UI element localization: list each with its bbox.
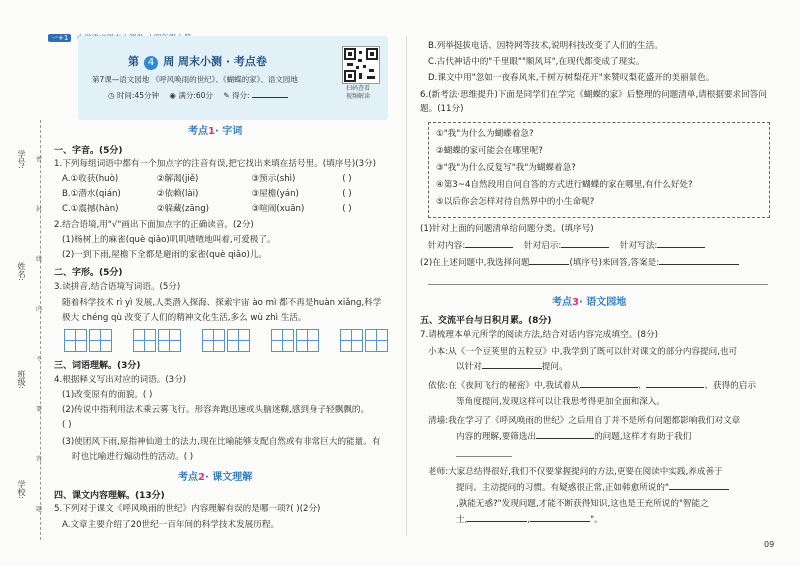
kaodian-3-heading: 考点3· 语文园地 xyxy=(552,297,627,308)
name-label: 姓名: xyxy=(17,262,26,281)
grid-cell[interactable] xyxy=(64,329,87,352)
q3-passage-1: 随着科学技术 rì yì 发展,人类潜入探海、探索宇宙 ào mì 都不再是huàn xiǎng,科学 xyxy=(62,298,382,308)
grid-cell[interactable] xyxy=(133,329,156,352)
q7-dialog-4: 老师:大家总结得很好,我们不仅要掌握提问的方法,更要在阅读中实践,养成善于 xyxy=(428,467,723,477)
grid-cell[interactable] xyxy=(365,329,388,352)
q1-row-a: A.①收获(huò) ②解渴(jiě) ③预示(shì) ( ) xyxy=(62,174,352,184)
grid-cell[interactable] xyxy=(158,329,181,352)
q1-row-b: B.①潜水(qián) ②依赖(lài) ③屋檐(yán) ( ) xyxy=(62,189,352,199)
q7-dialog-4c: ,孰能无惑?"发现问题,才能不断获得知识,这也是王充所说的"智能之 xyxy=(456,499,709,509)
pen-icon: ✎ xyxy=(223,91,230,100)
q2-stem: 2.结合语境,用"√"画出下面加点字的正确读音。(2分) xyxy=(54,220,254,230)
answer-blank[interactable] xyxy=(465,247,513,248)
q3-stem: 3.读拼音,结合语境写词语。(5分) xyxy=(54,282,181,292)
q4-item-3b[interactable]: 时也比喻进行煽动性的活动。( ) xyxy=(72,452,194,462)
q4-item-1[interactable]: (1)改变原有的面貌。( ) xyxy=(62,390,153,400)
question-list-item: ⑤以后你会怎样对待自然界中的小生命呢? xyxy=(436,197,595,207)
section-2: 二、字形。(5分) xyxy=(54,268,123,278)
section-1: 一、字音。(5分) xyxy=(54,146,123,156)
clock-icon: ◷ xyxy=(108,91,115,100)
answer-blank[interactable] xyxy=(482,368,542,369)
grid-cell[interactable] xyxy=(340,329,363,352)
answer-blank[interactable] xyxy=(657,247,705,248)
q7-stem: 7.请梳理本单元所学的阅读方法,结合对话内容完成填空。(8分) xyxy=(420,330,658,340)
section-3: 三、词语理解。(3分) xyxy=(54,361,141,371)
series-tag: 一+1 xyxy=(48,34,71,42)
school-label: 学校: xyxy=(17,480,26,499)
week-number-badge: 4 xyxy=(144,56,158,70)
grid-cell[interactable] xyxy=(271,329,294,352)
q4-item-2: (2)传说中指利用法术乘云雾飞行。形容奔跑迅速或头脑迷糊,感到身子轻飘飘的。 xyxy=(62,405,370,415)
q4-stem: 4.根据释义写出对应的词语。(3分) xyxy=(54,375,187,385)
question-list-item: ②蝴蝶的家可能会在哪里呢? xyxy=(436,146,543,156)
q7-dialog-1: 小本:从《一个豆荚里的五粒豆》中,我学到了既可以针对课文的部分内容提问,也可 xyxy=(428,347,738,357)
column-divider xyxy=(406,36,407,536)
answer-blank[interactable] xyxy=(659,264,739,265)
answer-line[interactable] xyxy=(456,456,512,457)
answer-line[interactable] xyxy=(428,284,768,285)
q7-dialog-3b: 内容的理解,要筛选出 的问题,这样才有助于我们 xyxy=(456,432,692,442)
q1-row-c: C.①震撼(hàn) ②躲藏(zāng) ③喧闹(xuān) ( ) xyxy=(62,204,352,214)
section-5: 五、交流平台与日积月累。(8分) xyxy=(420,316,552,326)
q7-dialog-2: 依依:在《夜间飞行的秘密》中,我试着从 、 、获得的启示 xyxy=(428,381,756,391)
score-icon: ◉ xyxy=(169,91,176,100)
kaodian-1-heading: 考点1· 字词 xyxy=(188,126,243,137)
q4-item-3: (3)使团风下雨,原指神仙道士的法力,现在比喻能够支配自然或有非常巨大的能量。有 xyxy=(62,437,381,447)
page-number: 09 xyxy=(764,540,775,549)
class-label: 班级: xyxy=(17,370,26,389)
q7-dialog-2b: 等角度提问,发现这样可以让我思考得更加全面和深入。 xyxy=(456,397,665,407)
q6-1-answers: 针对内容: 针对启示: 针对写法: xyxy=(428,240,705,252)
writing-grid xyxy=(64,329,404,356)
kaodian-2-heading: 考点2· 课文理解 xyxy=(178,472,253,483)
q7-dialog-3: 清墙:我在学习了《呼风唤雨的世纪》之后用自丁并不是所有问题都影响我们对文章 xyxy=(428,416,741,426)
q7-dialog-1b: 以针对 提问。 xyxy=(456,362,568,372)
grid-cell[interactable] xyxy=(227,329,250,352)
grid-cell[interactable] xyxy=(89,329,112,352)
q1-stem: 1.下列每组词语中都有一个加点字的注音有误,把它找出来填在括号里。(填序号)(3分) xyxy=(54,159,376,169)
q2-item-2[interactable]: (2)一到下雨,屋檐下全都是避雨的家雀(què qiǎo)儿。 xyxy=(62,250,267,260)
q1-answer-c[interactable]: ( ) xyxy=(342,204,352,214)
question-list-item: ③"我"为什么反复写"我"为蝴蝶着急? xyxy=(436,163,576,173)
answer-blank[interactable] xyxy=(580,387,638,388)
answer-blank[interactable] xyxy=(669,489,729,490)
q7-dialog-4b: 提问、主动提问的习惯。有疑惑很正常,正如韩愈所说的" xyxy=(456,482,729,494)
answer-blank[interactable] xyxy=(536,438,594,439)
q6-stem: 6.(新考法·思维提升)下面是同学们在学完《蝴蝶的家》后整理的问题清单,请根据要求回答问题。(11分) xyxy=(420,90,767,114)
answer-blank[interactable] xyxy=(529,264,569,265)
answer-blank[interactable] xyxy=(467,521,527,522)
q5-option-a[interactable]: A.文章主要介绍了20世纪一百年间的科学技术发展历程。 xyxy=(62,520,280,530)
question-list-item: ④第3~4自然段用自问自答的方式进行蝴蝶的家在哪里,有什么好处? xyxy=(436,180,693,190)
seal-text: 密 封 线 内 不 要 答 题 xyxy=(36,156,43,513)
answer-blank[interactable] xyxy=(561,247,609,248)
q5-option-d[interactable]: D.课文中用"忽如一夜春风来,千树万树梨花开"来赞叹梨花盛开的美丽景色。 xyxy=(428,73,715,83)
q1-answer-a[interactable]: ( ) xyxy=(342,174,352,184)
q5-option-c[interactable]: C.古代神话中的"千里眼""顺风耳",在现代都变成了现实。 xyxy=(428,57,645,67)
school-id-label: 学号: xyxy=(17,150,26,169)
week-title: 第 4 周 周末小测 · 考点卷 xyxy=(128,55,267,68)
grid-cell[interactable] xyxy=(202,329,225,352)
q6-2: (2)在上述问题中,我选择问题 (填序号)来回答,答案是: xyxy=(420,257,739,269)
subtitle: 第7课—语文园地 《呼风唤雨的世纪》、《蝴蝶的家》、语文园地 xyxy=(92,75,298,84)
qr-code[interactable] xyxy=(342,46,380,84)
q1-answer-b[interactable]: ( ) xyxy=(342,189,352,199)
q3-passage-2: 极大 chéng qù 改变了人们的精神文化生活,多么 wù zhì 生活。 xyxy=(62,313,307,323)
qr-caption: 扫码查看 视频解读 xyxy=(346,85,371,100)
exam-meta: ◷ 时间:45分钟 ◉ 满分:60分 ✎ 得分: xyxy=(108,90,288,101)
q6-1-stem: (1)针对上面的问题清单给问题分类。(填序号) xyxy=(420,224,594,234)
q7-dialog-4d: 士, , "。 xyxy=(456,515,603,525)
answer-blank[interactable] xyxy=(530,521,590,522)
q5-stem: 5.下列对于课文《呼风唤雨的世纪》内容理解有误的是哪一项?( )(2分) xyxy=(54,504,321,514)
grid-cell[interactable] xyxy=(296,329,319,352)
question-list-item: ①"我"为什么为蝴蝶着急? xyxy=(436,129,534,139)
section-4: 四、课文内容理解。(13分) xyxy=(54,491,165,501)
q4-item-2-answer[interactable]: ( ) xyxy=(62,420,72,430)
answer-blank[interactable] xyxy=(646,387,704,388)
q5-option-b[interactable]: B.列举挺拔电话、因特网等技术,说明科技改变了人们的生活。 xyxy=(428,41,663,51)
q2-item-1[interactable]: (1)杨树上的麻雀(què qiǎo)叽叽喳喳地叫着,可爱极了。 xyxy=(62,235,276,245)
